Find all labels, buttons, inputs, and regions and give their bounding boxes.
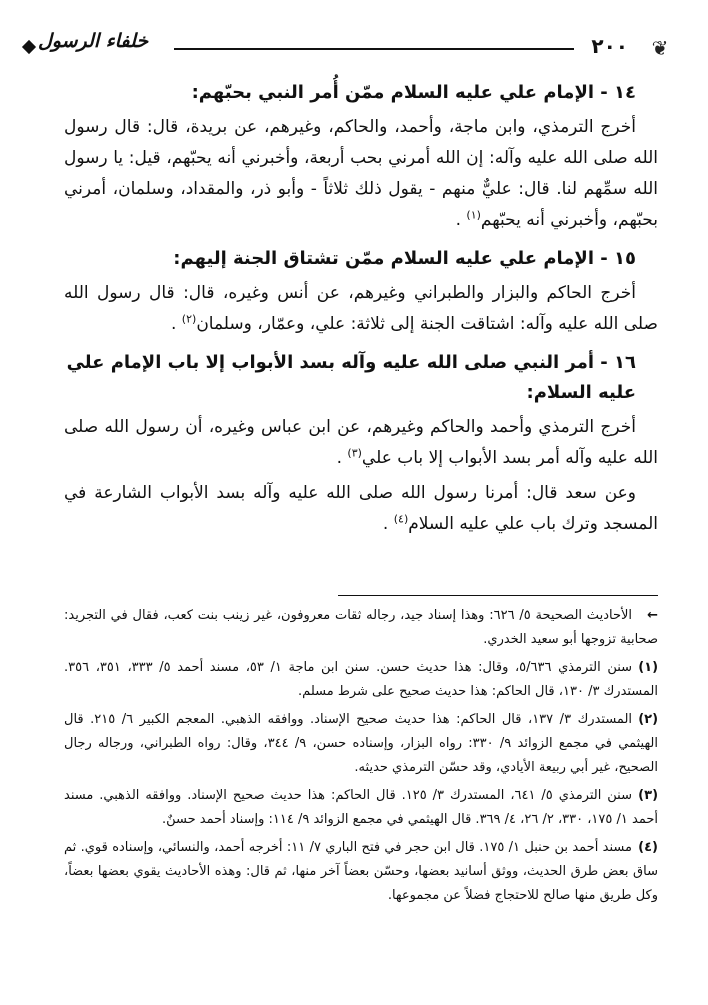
footnote-ref[interactable]: (٢) <box>181 312 197 326</box>
footnote-item <box>64 836 658 908</box>
paragraph-text: أخرج الترمذي وأحمد والحاكم وغيرهم، عن ابن عباس وغيره، أن رسول الله صلى الله عليه وآله أمر بسد الأبواب إلا باب علي <box>64 417 658 468</box>
section-heading: ١٦ - أمر النبي صلى الله عليه وآله بسد الأبواب إلا باب الإمام علي عليه السلام: <box>66 352 636 403</box>
running-header <box>24 28 684 70</box>
paragraph: وعن سعد قال: أمرنا رسول الله صلى الله عليه وآله بسد الأبواب الشارعة في المسجد وترك باب علي عليه السلام$^{(٤)}$ . <box>64 483 658 534</box>
section-heading: ١٥ - الإمام علي عليه السلام ممّن تشتاق الجنة إليهم: <box>173 248 636 269</box>
footnote-item <box>64 656 658 704</box>
footnote-ref[interactable]: (١) <box>466 208 481 222</box>
section-heading: ١٤ - الإمام علي عليه السلام ممّن أُمر النبي بحبّهم: <box>191 82 636 103</box>
footnote-text: المستدرك ٣/ ١٣٧، قال الحاكم: هذا حديث صحيح الإسناد. ووافقه الذهبي. المعجم الكبير ٦/ ٢١٥. قال الهيثمي في مجمع الزوائد ٩/ ٣٣٠: رواه البزار، وإسناده حسن، ٩/ ٣٤٤، وقال: رواه الطبراني، ورجاله رجال الصحيح، غير أبي ربيعة الأيادي، وقد حسّن الترمذي حديثه. <box>64 712 659 775</box>
footnotes <box>64 604 658 912</box>
book-title: خلفاء الرسول <box>38 30 149 52</box>
footnote-item <box>64 708 658 780</box>
footnote-marker: (٤) <box>638 840 658 855</box>
footnote-text: مسند أحمد بن حنبل ١/ ١٧٥. قال ابن حجر في فتح الباري ٧/ ١١: أخرجه أحمد، والنسائي، وإسناده قوي. ثم ساق بعض طرق الحديث، ووثق أسانيد بعضها، وحسّن بعضاً آخر منها، ثم قال: وهذه الأحاديث يقوي بعضها بعضاً، وكل طريق منها صالح للاحتجاج فضلاً عن مجموعها. <box>64 840 658 903</box>
footnote-marker: ← <box>647 608 659 623</box>
diamond-icon <box>22 40 36 54</box>
section-15 <box>64 244 658 340</box>
paragraph: أخرج الترمذي، وابن ماجة، وأحمد، والحاكم، وغيرهم، عن بريدة، قال: قال رسول الله صلى الله عليه وآله: إن الله أمرني بحب أربعة، وأخبرني أنه يحبّهم، قيل: يا رسول الله سمِّهم لنا. قال: عليٌّ منهم - يقول ذلك ثلاثاً - وأبو ذر، والمقداد، وسلمان، أمرني بحبّهم، وأخبرني أنه يحبّهم$^{(١)}$ . <box>64 117 658 230</box>
footnote-marker: (٣) <box>638 788 659 803</box>
footnote-text: الأحاديث الصحيحة ٥/ ٦٢٦: وهذا إسناد جيد، رجاله ثقات معروفون، غير زينب بنت كعب، فقال في التجريد: صحابية تزوجها أبو سعيد الخدري. <box>64 608 658 647</box>
paragraph: أخرج الترمذي وأحمد والحاكم وغيرهم، عن ابن عباس وغيره، أن رسول الله صلى الله عليه وآله أمر بسد الأبواب إلا باب علي$^{(٣)}$ . <box>64 417 658 468</box>
header-rule <box>174 48 574 50</box>
footnote-ref[interactable]: (٣) <box>347 446 362 460</box>
section-16 <box>64 348 658 540</box>
main-text <box>64 78 658 548</box>
ornament-icon: ❦ <box>651 36 669 60</box>
paragraph-text: أخرج الحاكم والبزار والطبراني وغيرهم، عن أنس وغيره، قال: قال رسول الله صلى الله عليه وآله: اشتاقت الجنة إلى ثلاثة: علي، وعمّار، وسلمان <box>64 283 658 334</box>
footnote-marker: (١) <box>638 660 659 675</box>
section-14 <box>64 78 658 236</box>
footnote-ref[interactable]: (٤) <box>393 512 409 526</box>
page-number: ٢٠٠ <box>591 34 628 58</box>
footnote-item <box>64 604 658 652</box>
paragraph-text: وعن سعد قال: أمرنا رسول الله صلى الله عليه وآله بسد الأبواب الشارعة في المسجد وترك باب علي عليه السلام <box>64 483 658 534</box>
footnote-text: سنن الترمذي ٥/ ٦٤١، المستدرك ٣/ ١٢٥. قال الحاكم: هذا حديث صحيح الإسناد. ووافقه الذهبي. مسند أحمد ١/ ١٧٥، ٣٣٠، ٢/ ٢٦، ٤/ ٣٦٩. قال الهيثمي في مجمع الزوائد ٩/ ١١٤: وإسناد أحمد حسنٌ. <box>64 788 658 827</box>
paragraph-text: أخرج الترمذي، وابن ماجة، وأحمد، والحاكم، وغيرهم، عن بريدة، قال: قال رسول الله صلى الله عليه وآله: إن الله أمرني بحب أربعة، وأخبرني أنه يحبّهم، قيل: يا رسول الله سمِّهم لنا. قال: عليٌّ منهم - يقول ذلك ثلاثاً - وأبو ذر، والمقداد، وسلمان، أمرني بحبّهم، وأخبرني أنه يحبّهم <box>64 117 658 230</box>
footnote-separator <box>338 595 658 596</box>
paragraph: أخرج الحاكم والبزار والطبراني وغيرهم، عن أنس وغيره، قال: قال رسول الله صلى الله عليه وآله: اشتاقت الجنة إلى ثلاثة: علي، وعمّار، وسلمان$^{(٢)}$ . <box>64 283 658 334</box>
footnote-text: سنن الترمذي ٥/٦٣٦، وقال: هذا حديث حسن. سنن ابن ماجة ١/ ٥٣، مسند أحمد ٥/ ٣٣٣، ٣٥١، ٣٥٦. المستدرك ٣/ ١٣٠، قال الحاكم: هذا حديث صحيح على شرط مسلم. <box>64 660 658 699</box>
footnote-marker: (٢) <box>638 712 659 727</box>
footnote-item <box>64 784 658 832</box>
